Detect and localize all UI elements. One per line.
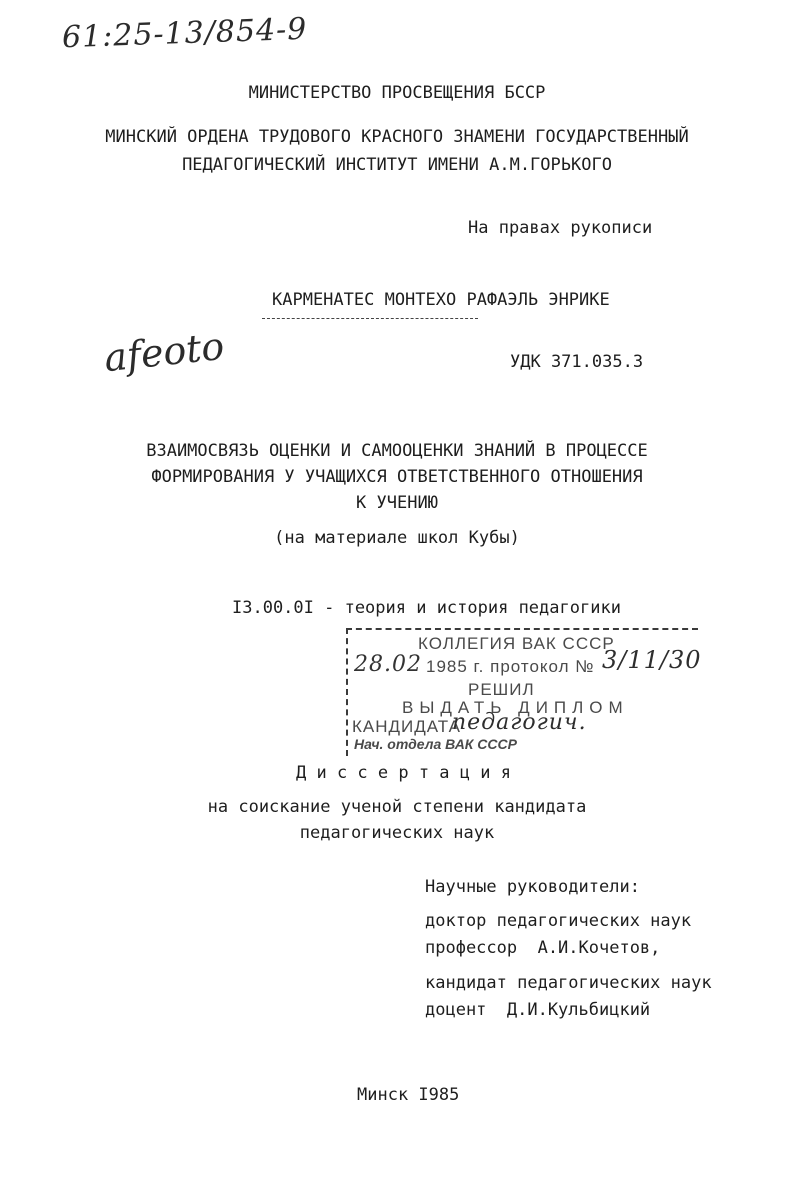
title-line-2: ФОРМИРОВАНИЯ У УЧАЩИХСЯ ОТВЕТСТВЕННОГО ОТНОШЕНИЯ [151, 467, 643, 487]
udk-code: УДК 371.035.3 [510, 352, 644, 372]
vak-stamp [346, 628, 702, 756]
stamp-line-5: КАНДИДАТА [352, 717, 461, 736]
institute-line-2: ПЕДАГОГИЧЕСКИЙ ИНСТИТУТ ИМЕНИ А.М.ГОРЬКОГО [182, 155, 612, 175]
institute-line-1: МИНСКИЙ ОРДЕНА ТРУДОВОГО КРАСНОГО ЗНАМЕНИ ГОСУДАРСТВЕННЫЙ [105, 127, 689, 147]
supervisor-2-degree: кандидат педагогических наук [425, 973, 712, 993]
degree-line-2: педагогических наук [299, 823, 495, 843]
stamp-hand-word: педагогич. [452, 710, 587, 735]
stamp-line-1: КОЛЛЕГИЯ ВАК СССР [418, 634, 615, 653]
stamp-line-3: РЕШИЛ [468, 680, 535, 699]
city-year: Минск I985 [357, 1085, 460, 1105]
degree-line-1: на соискание ученой степени кандидата [207, 797, 587, 817]
supervisor-2-name: доцент Д.И.Кульбицкий [425, 1000, 651, 1020]
archive-mark: 61:25-13/854-9 [61, 11, 308, 56]
dissertation-label: Д и с с е р т а ц и я [296, 763, 511, 783]
rights-note: На правах рукописи [468, 218, 653, 238]
handwritten-signature: afeoto [102, 323, 227, 381]
title-line-3: К УЧЕНИЮ [356, 493, 438, 513]
supervisors-label: Научные руководители: [425, 877, 640, 897]
supervisor-1-name: профессор А.И.Кочетов, [425, 938, 661, 958]
stamp-line-4: ВЫДАТЬ ДИПЛОМ [402, 698, 629, 717]
supervisor-1-degree: доктор педагогических наук [425, 911, 692, 931]
specialty: I3.00.0I - теория и история педагогики [232, 598, 621, 618]
title-line-1: ВЗАИМОСВЯЗЬ ОЦЕНКИ И САМООЦЕНКИ ЗНАНИЙ В ПРОЦЕССЕ [146, 441, 648, 461]
subtitle: (на материале школ Кубы) [274, 528, 520, 548]
stamp-date-hand: 28.02 [354, 652, 422, 677]
stamp-protocol-number: 3/11/30 [602, 646, 702, 674]
stamp-line-6: Нач. отдела ВАК СССР [354, 736, 517, 752]
author-underline [262, 318, 478, 319]
ministry-heading: МИНИСТЕРСТВО ПРОСВЕЩЕНИЯ БССР [248, 83, 546, 103]
stamp-line-2: 1985 г. протокол № [426, 657, 595, 676]
author-name: КАРМЕНАТЕС МОНТЕХО РАФАЭЛЬ ЭНРИКЕ [272, 290, 610, 310]
